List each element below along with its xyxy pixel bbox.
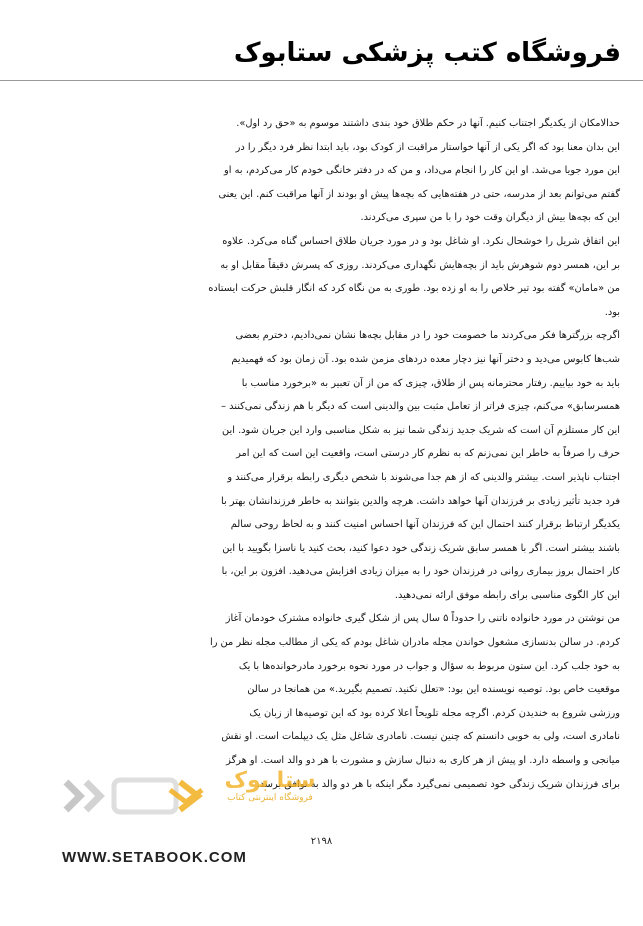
body-line: این بدان معنا بود که اگر یکی از آنها خواستار مراقبت از کودک بود، باید ابتدا نظر فرد دیگر را در	[235, 141, 620, 153]
body-line: یکدیگر ارتباط برقرار کنند احتمال این که فرزندان آنها احساس امنیت کنند و به لحاظ روحی سالم	[230, 519, 620, 531]
body-line: من «مامان» گفته بود تیر خلاص را به او زده بود. طوری به من نگاه کرد که انگار قلبش حرکت ایستاده	[208, 283, 620, 295]
body-text	[24, 112, 620, 796]
body-line: باشند بیشتر است. اگر با همسر سابق شریک زندگی خود دعوا کنید، بحث کنید یا ناسزا بگویید با این	[222, 542, 620, 554]
body-line: فرد جدید تأثیر زیادی بر فرزندان آنها خواهد داشت. هرچه والدین بتوانند به خاطر فرزندانشان بهتر با	[220, 495, 620, 507]
body-line: حرف را صرفاً به خاطر این نمی‌زنم که به نظرم کار درستی است، واقعیت این است که این امر	[236, 448, 620, 460]
body-line: اگرچه بزرگترها فکر می‌کردند ما خصومت خود را در مقابل بچه‌ها نشان نمی‌دادیم، دخترم بعضی	[235, 330, 620, 342]
body-line: این که بچه‌ها بیش از دیگران وقت خود را با من سپری می‌کردند.	[360, 212, 620, 224]
body-line: به خود جلب کرد. این ستون مربوط به سؤال و جواب در مورد نحوه برخورد مادرخوانده‌ها با یک	[238, 660, 620, 672]
body-line: بود.	[604, 306, 620, 318]
body-line: شب‌ها کابوس می‌دید و دختر آنها نیز دچار معده دردهای مزمن شده بود. آن زمان بود که فهمیدیم	[231, 353, 620, 365]
body-line: این مورد جویا می‌شد. او این کار را انجام می‌داد، و من که در دفتر خانگی خودم کار می‌کردم، به او	[224, 165, 620, 177]
body-line: حدالامکان از یکدیگر اجتناب کنیم. آنها در حکم طلاق خود بندی داشتند موسوم به «حق رد اول».	[236, 118, 620, 129]
body-line: این اتفاق شریل را خوشحال نکرد. او شاغل بود و در مورد جریان طلاق احساس گناه می‌کرد. علاوه	[222, 235, 620, 247]
body-line: برای فرزندان شریک زندگی خود تصمیمی نمی‌گیرد مگر اینکه با هر دو والد به توافق برسد.	[256, 778, 620, 790]
body-line: بر این، همسر دوم شوهرش باید از بچه‌هایش نگهداری می‌کردند. روزی که پسرش دقیقاً مقابل او به	[220, 259, 620, 271]
header-divider	[0, 80, 643, 81]
body-line: ورزشی شروع به خندیدن کردم. اگرچه مجله تلویحاً اعلا کرده بود که این توصیه‌ها از زبان یک	[249, 707, 620, 719]
body-line: این کار مستلزم آن است که شریک جدید زندگی شما نیز به شکل مناسبی وارد این جریان شود. این	[222, 424, 620, 436]
body-line: اجتناب ناپذیر است. بیشتر والدینی که از هم جدا می‌شوند با شخص دیگری رابطه برقرار می‌کنند و	[227, 471, 620, 483]
watermark-brand: ستا بوک	[224, 768, 316, 793]
footer-url: WWW.SETABOOK.COM	[62, 849, 247, 866]
page-number: ۲۱۹۸	[310, 836, 333, 847]
body-line: همسرسابق» می‌کنم، چیزی فراتر از تعامل مثبت بین والدینی است که دیگر با هم زندگی نمی‌کنند –	[221, 401, 620, 413]
watermark	[210, 768, 330, 828]
body-line: کردم. در سالن بدنسازی مشغول خواندن مجله مادران شاغل بودم که یکی از مطالب مجله نظر من را	[209, 637, 620, 649]
page-title: فروشگاه کتب پزشکی ستابوک	[233, 38, 621, 68]
body-line: گفتم می‌توانم بعد از مدرسه، حتی در هفته‌هایی که بچه‌ها پیش او بودند از آنها مراقبت کنم. این یعنی	[218, 188, 620, 200]
body-line: من نوشتن در مورد خانواده ناتنی را حدوداً ۵ سال پس از شکل گیری خانواده مشترک خودمان آغاز	[225, 613, 620, 625]
body-line: نامادری است، ولی به خوبی دانستم که چنین نیست. نامادری شاغل مثل یک دیپلمات است. او نقش	[221, 731, 620, 743]
body-line: باید به خود بیاییم. رفتار محترمانه پس از طلاق، چیزی که من از آن تعبیر به «برخورد مناسب با	[241, 377, 620, 389]
body-line: این کار الگوی مناسبی برای رابطه موفق ارائه نمی‌دهید.	[394, 589, 620, 601]
body-line: کار احتمال بروز بیماری روانی در فرزندان خود را به میزان زیادی افزایش می‌دهید. افزون بر این، با	[221, 566, 620, 578]
watermark-tagline: فروشگاه اینترنتی کتاب	[227, 793, 313, 803]
body-line: موقعیت خاص بود. توصیه نویسنده این بود: «تعلل نکنید. تصمیم بگیرید.» من همانجا در سالن	[247, 684, 620, 696]
setabook-logo-icon	[58, 768, 208, 824]
body-line: میانجی و واسطه دارد. او پیش از هر کاری به دنبال سازش و مشورت با هر دو والد است. او هرگز	[226, 755, 620, 767]
